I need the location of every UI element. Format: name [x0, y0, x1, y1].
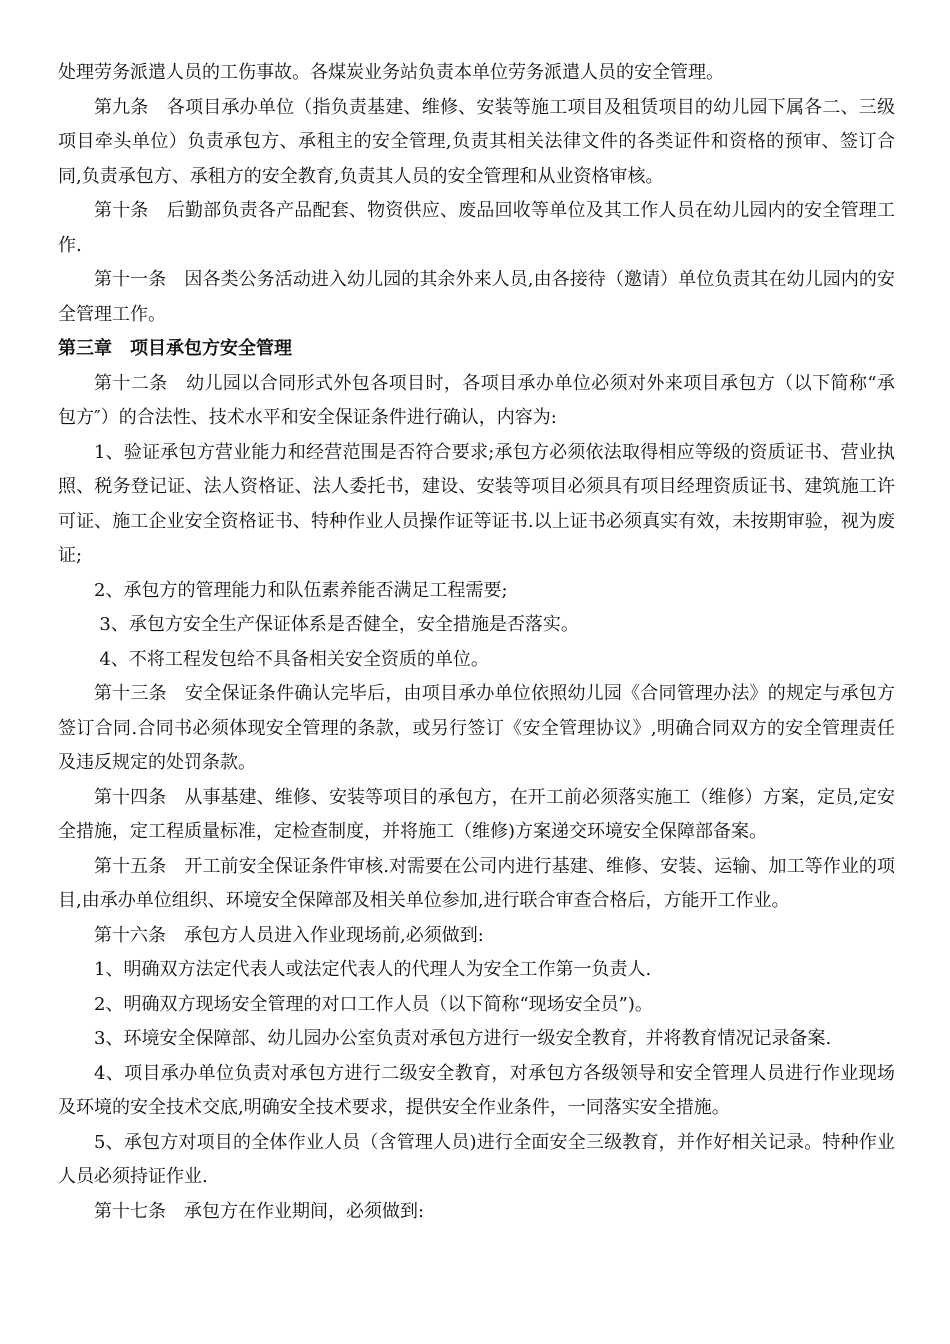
article-16: 第十六条 承包方人员进入作业现场前,必须做到: — [94, 924, 484, 946]
paragraph-continuation: 处理劳务派遣人员的工伤事故。各煤炭业务站负责本单位劳务派遣人员的安全管理。 — [58, 62, 724, 83]
article-16-item-1: 1、明确双方法定代表人或法定代表人的代理人为安全工作第一负责人. — [94, 959, 652, 980]
article-10: 第十条 后勤部负责各产品配套、物资供应、废品回收等单位及其工作人员在幼儿园内的安全管理工作. — [58, 200, 895, 256]
article-14: 第十四条 从事基建、维修、安装等项目的承包方，在开工前必须落实施工（维修）方案，定员,定安全措施，定工程质量标准，定检查制度，并将施工（维修)方案递交环境安全保障部备案。 — [58, 786, 895, 842]
article-13: 第十三条 安全保证条件确认完毕后，由项目承办单位依照幼儿园《合同管理办法》的规定与承包方签订合同.合同书必须体现安全管理的条款，或另行签订《安全管理协议》,明确合同双方的安全管理责任及违反规定的处罚条款。 — [58, 683, 895, 773]
chapter-3-heading: 第三章 项目承包方安全管理 — [58, 338, 292, 359]
article-16-item-4: 4、项目承办单位负责对承包方进行二级安全教育，对承包方各级领导和安全管理人员进行作业现场及环境的安全技术交底,明确安全技术要求，提供安全作业条件，一同落实安全措施。 — [58, 1062, 895, 1118]
article-11: 第十一条 因各类公务活动进入幼儿园的其余外来人员,由各接待（邀请）单位负责其在幼儿园内的安全管理工作。 — [58, 269, 895, 325]
article-12-item-1: 1、验证承包方营业能力和经营范围是否符合要求;承包方必须依法取得相应等级的资质证书、营业执照、税务登记证、法人资格证、法人委托书，建设、安装等项目必须具有项目经理资质证书、建筑施工许可证、施工企业安全资格证书、特种作业人员操作证等证书.以上证书必须真实有效，未按期审验，视为废证; — [58, 441, 895, 566]
article-16-item-5: 5、承包方对项目的全体作业人员（含管理人员)进行全面安全三级教育，并作好相关记录。特种作业人员必须持证作业. — [58, 1131, 895, 1187]
article-9: 第九条 各项目承办单位（指负责基建、维修、安装等施工项目及租赁项目的幼儿园下属各二、三级项目牵头单位）负责承包方、承租主的安全管理,负责其相关法律文件的各类证件和资格的预审、签订合同,负责承包方、承租方的安全教育,负责其人员的安全管理和从业资格审核。 — [58, 96, 895, 187]
article-16-item-2: 2、明确双方现场安全管理的对口工作人员（以下简称“现场安全员”)。 — [94, 993, 653, 1015]
article-16-item-3: 3、环境安全保障部、幼儿园办公室负责对承包方进行一级安全教育，并将教育情况记录备案. — [94, 1028, 832, 1049]
article-12-item-4: 4、不将工程发包给不具备相关安全资质的单位。 — [99, 648, 489, 670]
article-17: 第十七条 承包方在作业期间，必须做到: — [94, 1200, 425, 1222]
article-12-item-3: 3、承包方安全生产保证体系是否健全，安全措施是否落实。 — [99, 614, 579, 635]
article-12-item-2: 2、承包方的管理能力和队伍素养能否满足工程需要; — [94, 579, 508, 601]
article-15: 第十五条 开工前安全保证条件审核.对需要在公司内进行基建、维修、安装、运输、加工等作业的项目,由承办单位组织、环境安全保障部及相关单位参加,进行联合审查合格后，方能开工作业。 — [58, 855, 895, 911]
article-12: 第十二条 幼儿园以合同形式外包各项目时，各项目承办单位必须对外来项目承包方（以下简称“承包方″）的合法性、技术水平和安全保证条件进行确认，内容为: — [58, 372, 895, 428]
